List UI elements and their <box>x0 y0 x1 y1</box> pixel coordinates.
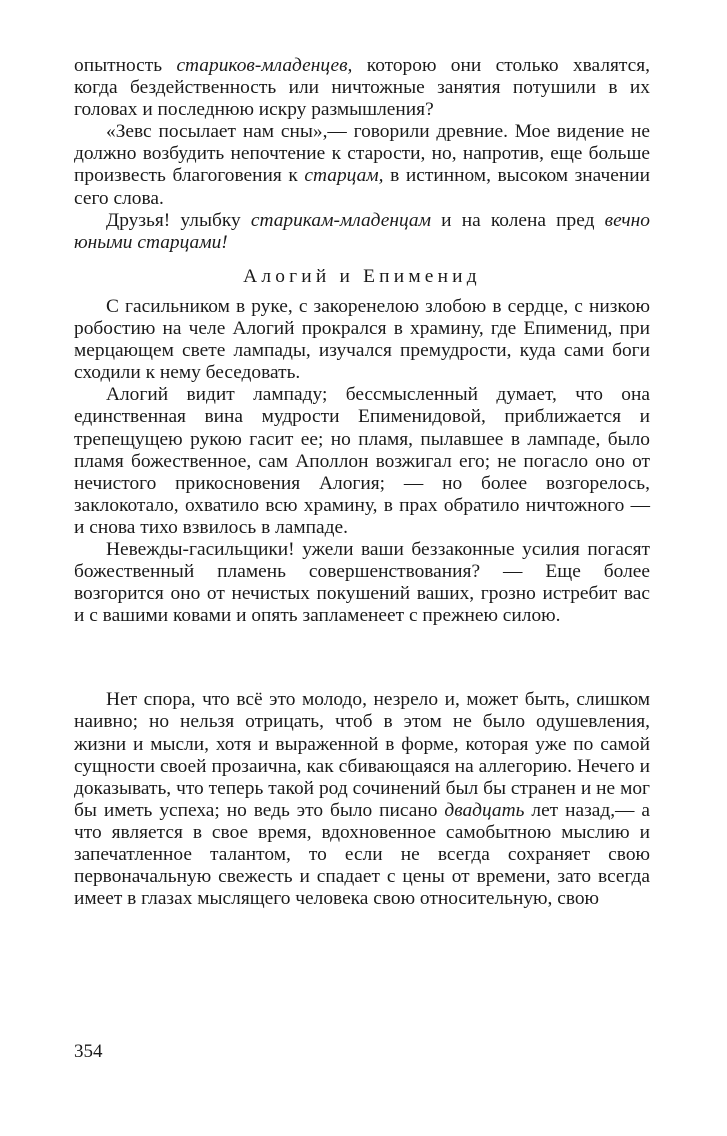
text-run: «Зевс посылает нам сны»,— говорили древние. Мое видение не должно возбудить непочтение к старости, но, напротив, еще больше произвесть благоговения к <box>74 121 650 187</box>
paragraph <box>74 55 650 121</box>
paragraph <box>74 539 650 627</box>
paragraph <box>74 296 650 384</box>
text-run: лет назад,— а что является в свое время, вдохновенное самобытною мыслию и запечатленное талантом, то если не всегда сохраняет свою первоначальную свежесть и спадает с цены от времени, зато всегда имеет в глазах мыслящего человека свою относительную, свою <box>74 799 650 910</box>
italic-text: вечно юными старцами! <box>74 209 650 253</box>
section-heading: Алогий и Епименид <box>243 265 481 287</box>
italic-text: старикам-младенцам <box>250 209 431 231</box>
text-run: Друзья! улыбку <box>106 209 251 231</box>
text-run: Невежды-гасильщики! ужели ваши беззаконные усилия погасят божественный пламень совершенствования? — Еще более возгорится оно от нечистых покушений ваших, грозно истребит вас и с вашими ковами и опять запламенеет с прежнею силою. <box>74 538 650 627</box>
italic-text: двадцать <box>444 799 525 821</box>
paragraph <box>74 210 650 254</box>
section-gap <box>74 627 650 689</box>
page-body <box>74 55 650 910</box>
paragraph <box>74 384 650 539</box>
text-run: Алогий видит лампаду; бессмысленный думает, что она единственная вина мудрости Епименидовой, приближается и трепещущею рукою гасит ее; но пламя, пылавшее в лампаде, было пламя божественное, сам Аполлон возжигал его; не погасло оно от нечистого прикосновения Алогия; — но более возгорелось, заклокотало, охватило всю храмину, в прах обратило ничтожного — и снова тихо взвилось в лампаде. <box>74 384 650 538</box>
commentary-section <box>74 689 650 910</box>
italic-text: стариков-младенцев, <box>176 55 353 76</box>
story-section <box>74 296 650 627</box>
text-run: опытность <box>74 55 177 76</box>
italic-text: старцам, <box>304 165 384 187</box>
page-number: 354 <box>74 1041 103 1062</box>
text-run: которою они столько хвалятся, когда бездейственность или ничтожные занятия потушили в их головах и последнюю искру размышления? <box>74 55 650 121</box>
text-run: Нет спора, что всё это молодо, незрело и, может быть, слишком наивно; но нельзя отрицать, чтоб в этом не было одушевления, жизни и мысли, хотя и выраженной в форме, которая уже по самой сущности своей прозаична, как сбивающаяся на аллегорию. Нечего и доказывать, что теперь такой род сочинений был бы странен и не мог бы иметь успеха; но ведь это было писано <box>74 689 650 821</box>
text-run: и на колена пред <box>430 209 605 231</box>
text-run: С гасильником в руке, с закоренелою злобою в сердце, с низкою робостию на челе Алогий прокрался в храмину, где Епименид, при мерцающем свете лампады, изучался премудрости, куда сами боги сходили к нему беседовать. <box>74 295 650 384</box>
preface-section <box>74 55 650 254</box>
paragraph <box>74 121 650 209</box>
text-run: в истинном, высоком значении сего слова. <box>74 165 650 209</box>
paragraph <box>74 689 650 910</box>
